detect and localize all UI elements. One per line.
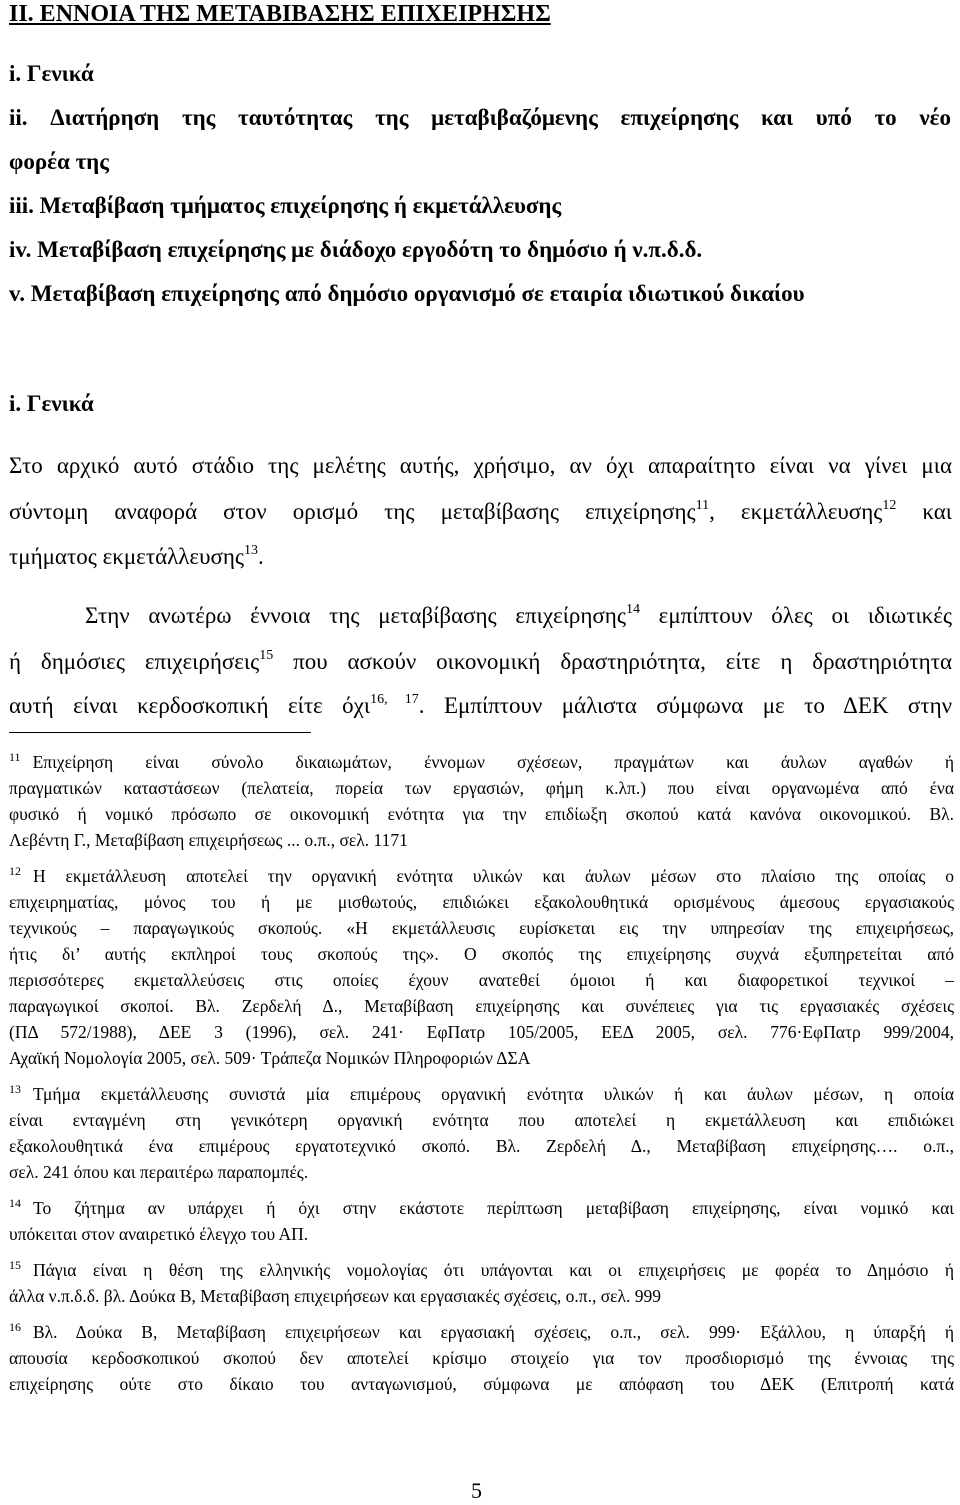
footnote-line: ήτις δι’ αυτής εκπληροί τους σκοπούς της». Ο σκοπός της επιχείρησης συχνά εξυπηρετείται από [9,944,954,964]
footnote-12 [9,866,954,887]
toc-item-ii-line1: ii. Διατήρηση της ταυτότητας της μεταβιβαζόμενης επιχείρησης και υπό το νέο [9,105,951,130]
subsection-title: i. Γενικά [9,391,94,416]
footnote-line: σελ. 241 όπου και περαιτέρω παραπομπές. [9,1162,309,1182]
footnote-text: Βλ. Δούκα Β, Μεταβίβαση επιχειρήσεων και εργασιακή σχέσεις, ο.π., σελ. 999· Εξάλλου, η ύπαρξή ή [33,1322,954,1342]
footnote-ref-11[interactable]: 11 [695,498,710,513]
paragraph-line [9,498,952,526]
footnote-line: απουσία κερδοσκοπικού σκοπού δεν αποτελεί κρίσιμο στοιχείο για τον προσδιορισμό της έννοιας της [9,1348,954,1368]
footnote-ref-13[interactable]: 13 [244,543,258,558]
toc-item-iv: iv. Μεταβίβαση επιχείρησης με διάδοχο εργοδότη το δημόσιο ή ν.π.δ.δ. [9,237,703,262]
section-heading: II. ΕΝΝΟΙΑ ΤΗΣ ΜΕΤΑΒΙΒΑΣΗΣ ΕΠΙΧΕΙΡΗΣΗΣ [9,1,551,27]
footnote-line: υπόκειται στον αναιρετικό έλεγχο του ΑΠ. [9,1224,309,1244]
footnote-15 [9,1260,954,1281]
text-run: , εκμετάλλευσης [709,499,883,524]
text-run: τμήματος εκμετάλλευσης [9,544,244,569]
footnote-line: εξακολουθητικά ένα επιμέρους εργατοτεχνικό σκοπό. Βλ. Ζερδελή Δ., Μεταβίβαση επιχείρησης…. ο.π., [9,1136,954,1156]
footnote-line: επιχειρηματίας, μόνος του ή με μισθωτούς, επιδιώκει εξακολουθητικά ορισμένους άμεσους εργασιακούς [9,892,954,912]
footnote-16 [9,1322,954,1343]
footnote-text: Το ζήτημα αν υπάρχει ή όχι στην εκάστοτε περίπτωση μεταβίβαση επιχείρησης, είναι νομικό και [33,1198,954,1218]
toc-item-iii: iii. Μεταβίβαση τμήματος επιχείρησης ή εκμετάλλευσης [9,193,562,218]
text-run: . [258,544,264,569]
text-run: που ασκούν οικονομική δραστηριότητα, είτε η δραστηριότητα [273,649,952,674]
footnote-line: περισσότερες εκμεταλλεύσεις στις οποίες έχουν ανατεθεί όμοιοι ή και διαφορετικοί τεχνικοί – [9,970,954,990]
paragraph-line [9,648,952,676]
footnote-ref-12[interactable]: 12 [882,498,897,513]
footnote-line: φυσικό ή νομικό πρόσωπο σε οικονομική ενότητα για την επιδίωξη σκοπού κατά κανόνα οικονομικού. Βλ. [9,804,954,824]
footnote-text: Τμήμα εκμετάλλευσης συνιστά μία επιμέρους οργανική ενότητα υλικών ή και άυλων μέσων, η οποία [33,1084,954,1104]
footnote-13 [9,1084,954,1105]
footnote-number: 16 [9,1320,21,1334]
footnote-ref-15[interactable]: 15 [259,648,274,663]
page-number: 5 [471,1478,482,1503]
footnote-14 [9,1198,954,1219]
footnote-line: τεχνικούς – παραγωγικούς σκοπούς. «Η εκμετάλλευσις ευρίσκεται εις την υπηρεσίαν της επιχειρήσεως, [9,918,954,938]
footnote-line: επιχείρησης ούτε στο δίκαιο του ανταγωνισμού, σύμφωνα με απόφαση του ΔΕΚ (Επιτροπή κατά [9,1374,954,1394]
footnote-number: 14 [9,1196,21,1210]
text-run: . Εμπίπτουν μάλιστα σύμφωνα με το ΔΕΚ στην [418,693,953,718]
footnote-number: 11 [9,750,21,764]
footnote-line: πραγματικών καταστάσεων (πελατεία, πορεία των εργασιών, φήμη κ.λπ.) που είναι οργανωμένα από ένα [9,778,954,798]
paragraph-line: Στο αρχικό αυτό στάδιο της μελέτης αυτής, χρήσιμο, αν όχι απαραίτητο είναι να γίνει μια [9,453,952,478]
footnote-line: Αχαϊκή Νομολογία 2005, σελ. 509· Τράπεζα Νομικών Πληροφοριών ΔΣΑ [9,1048,531,1068]
footnote-ref-14[interactable]: 14 [625,602,640,617]
footnote-ref-16-17[interactable]: 16, 17 [370,692,419,707]
footnote-line: άλλα ν.π.δ.δ. βλ. Δούκα Β, Μεταβίβαση επιχειρήσεων και εργασιακές σχέσεις, ο.π., σελ. 999 [9,1286,661,1306]
toc-item-i: i. Γενικά [9,61,94,86]
footnote-number: 13 [9,1082,21,1096]
footnote-line: (ΠΔ 572/1988), ΔΕΕ 3 (1996), σελ. 241· ΕφΠατρ 105/2005, ΕΕΔ 2005, σελ. 776·ΕφΠατρ 999/2004, [9,1022,954,1042]
text-run: αυτή είναι κερδοσκοπική είτε όχι [9,693,371,718]
paragraph-line [85,602,952,630]
footnote-number: 15 [9,1258,21,1272]
footnote-text: Πάγια είναι η θέση της ελληνικής νομολογίας ότι υπάγονται και οι επιχειρήσεις με φορέα το Δημόσιο ή [33,1260,954,1280]
footnote-line: είναι ενταγμένη στη γενικότερη οργανική ενότητα που αποτελεί η εκμετάλλευση και επιδιώκει [9,1110,954,1130]
text-run: Στην ανωτέρω έννοια της μεταβίβασης επιχείρησης [85,603,626,628]
paragraph-line [9,543,952,571]
footnote-number: 12 [9,864,21,878]
toc-item-v: v. Μεταβίβαση επιχείρησης από δημόσιο οργανισμό σε εταιρία ιδιωτικού δικαίου [9,281,805,306]
text-run: ή δημόσιες επιχειρήσεις [9,649,260,674]
text-run: σύντομη αναφορά στον ορισμό της μεταβίβασης επιχείρησης [9,499,696,524]
footnote-line: Λεβέντη Γ., Μεταβίβαση επιχειρήσεως ... ο.π., σελ. 1171 [9,830,408,850]
text-run: εμπίπτουν όλες οι ιδιωτικές [639,603,952,628]
footnote-line: παραγωγικοί σκοποί. Βλ. Ζερδελή Δ., Μεταβίβαση επιχείρησης και συνέπειες για τις εργασιακές σχέσεις [9,996,954,1016]
footnote-text: Επιχείρηση είναι σύνολο δικαιωμάτων, έννομων σχέσεων, πραγμάτων και άυλων αγαθών ή [32,752,954,772]
toc-item-ii-line2: φορέα της [9,149,109,174]
text-run: και [896,499,952,524]
footnote-separator [9,732,311,733]
footnote-text: Η εκμετάλλευση αποτελεί την οργανική ενότητα υλικών και άυλων μέσων στο πλαίσιο της οποίας ο [33,866,954,886]
footnote-11 [9,752,954,773]
paragraph-line [9,692,952,720]
